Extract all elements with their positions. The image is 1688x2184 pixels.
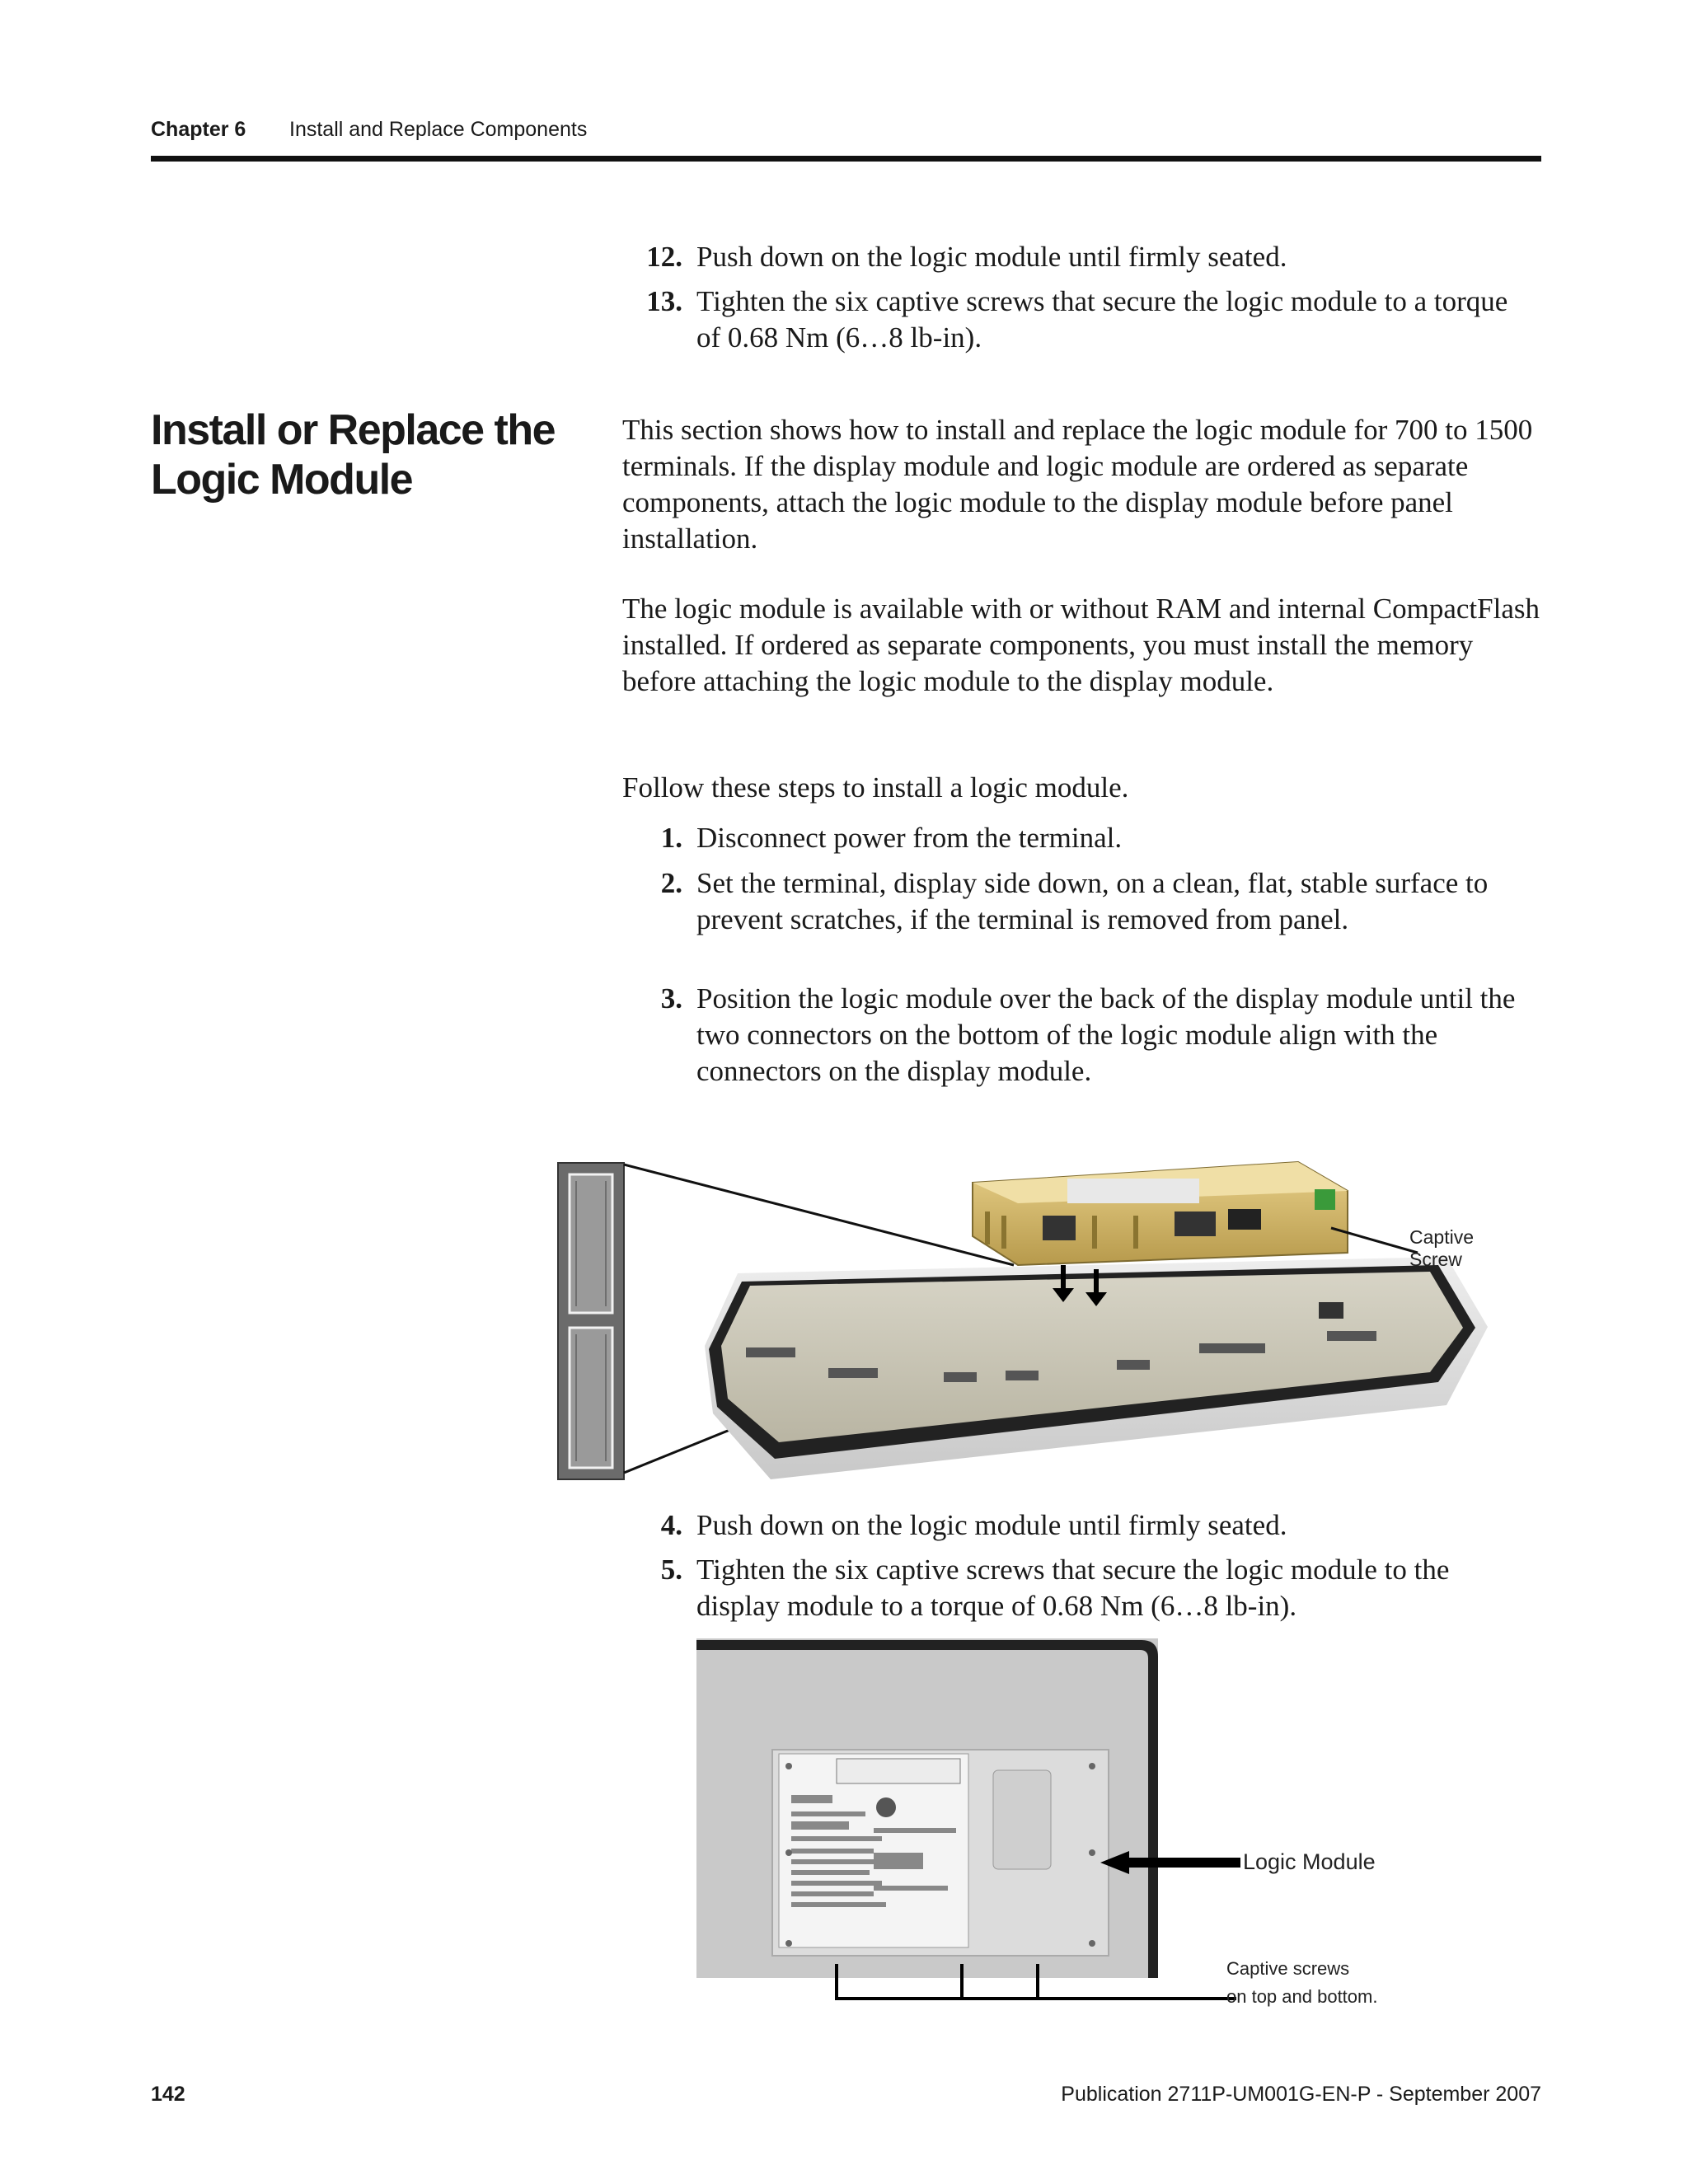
step-number: 5. [660,1554,682,1586]
step-3 [622,981,1545,1090]
step-number: 13. [646,285,682,317]
callout-line-1: Captive [1409,1226,1474,1248]
callout-line-2: Screw [1409,1249,1462,1270]
step-13 [622,284,1545,356]
step-text: Push down on the logic module until firmly seated. [696,1509,1287,1541]
step-number: 12. [646,241,682,273]
installed-logic-module-figure [696,1638,1381,2001]
step-text: Position the logic module over the back of the display module until the two connectors on the bottom of the logic module align with the connectors on the display module. [696,982,1516,1087]
step-text: Set the terminal, display side down, on a clean, flat, stable surface to prevent scratches, if the terminal is removed from panel. [696,867,1489,935]
step-text: Push down on the logic module until firmly seated. [696,241,1287,273]
step-number: 3. [660,982,682,1015]
captive-screw-callout [1409,1226,1474,1271]
step-number: 4. [660,1509,682,1541]
memory-paragraph: The logic module is available with or without RAM and internal CompactFlash installed. If ordered as separate components, you must install the memory before attaching the logic module to the display module. [622,593,1540,697]
steps-intro: Follow these steps to install a logic module. [622,771,1129,804]
step-number: 2. [660,867,682,899]
chapter-title: Install and Replace Components [289,118,588,141]
callout-line-2: on top and bottom. [1226,1986,1378,2007]
step-text: Tighten the six captive screws that secure the logic module to the display module to a torque of 0.68 Nm (6…8 lb-in). [696,1554,1450,1622]
running-header [151,118,1541,159]
step-4 [622,1507,1545,1544]
installed-illustration [696,1638,1381,2001]
header-rule [151,156,1541,162]
step-5 [622,1552,1545,1624]
intro-paragraph: This section shows how to install and replace the logic module for 700 to 1500 terminals. If the display module and logic module are ordered as separate components, attach the logic module to the display module before panel installation. [622,414,1533,555]
alignment-illustration [556,1133,1512,1488]
step-number: 1. [660,822,682,854]
step-text: Disconnect power from the terminal. [696,822,1123,854]
step-1 [622,820,1545,856]
logic-module-callout: Logic Module [1243,1849,1376,1874]
captive-screws-callout [1226,1955,1377,2011]
chapter-label: Chapter 6 [151,118,246,141]
logic-module-alignment-figure [556,1133,1512,1488]
step-2 [622,865,1545,974]
step-text: Tighten the six captive screws that secure the logic module to a torque of 0.68 Nm (6…8 lb-in). [696,285,1508,354]
callout-line-1: Captive screws [1226,1958,1350,1979]
step-12 [622,239,1545,275]
page-number: 142 [151,2083,185,2106]
publication-info: Publication 2711P-UM001G-EN-P - September 2007 [1061,2083,1541,2106]
section-heading: Install or Replace the Logic Module [151,406,556,504]
